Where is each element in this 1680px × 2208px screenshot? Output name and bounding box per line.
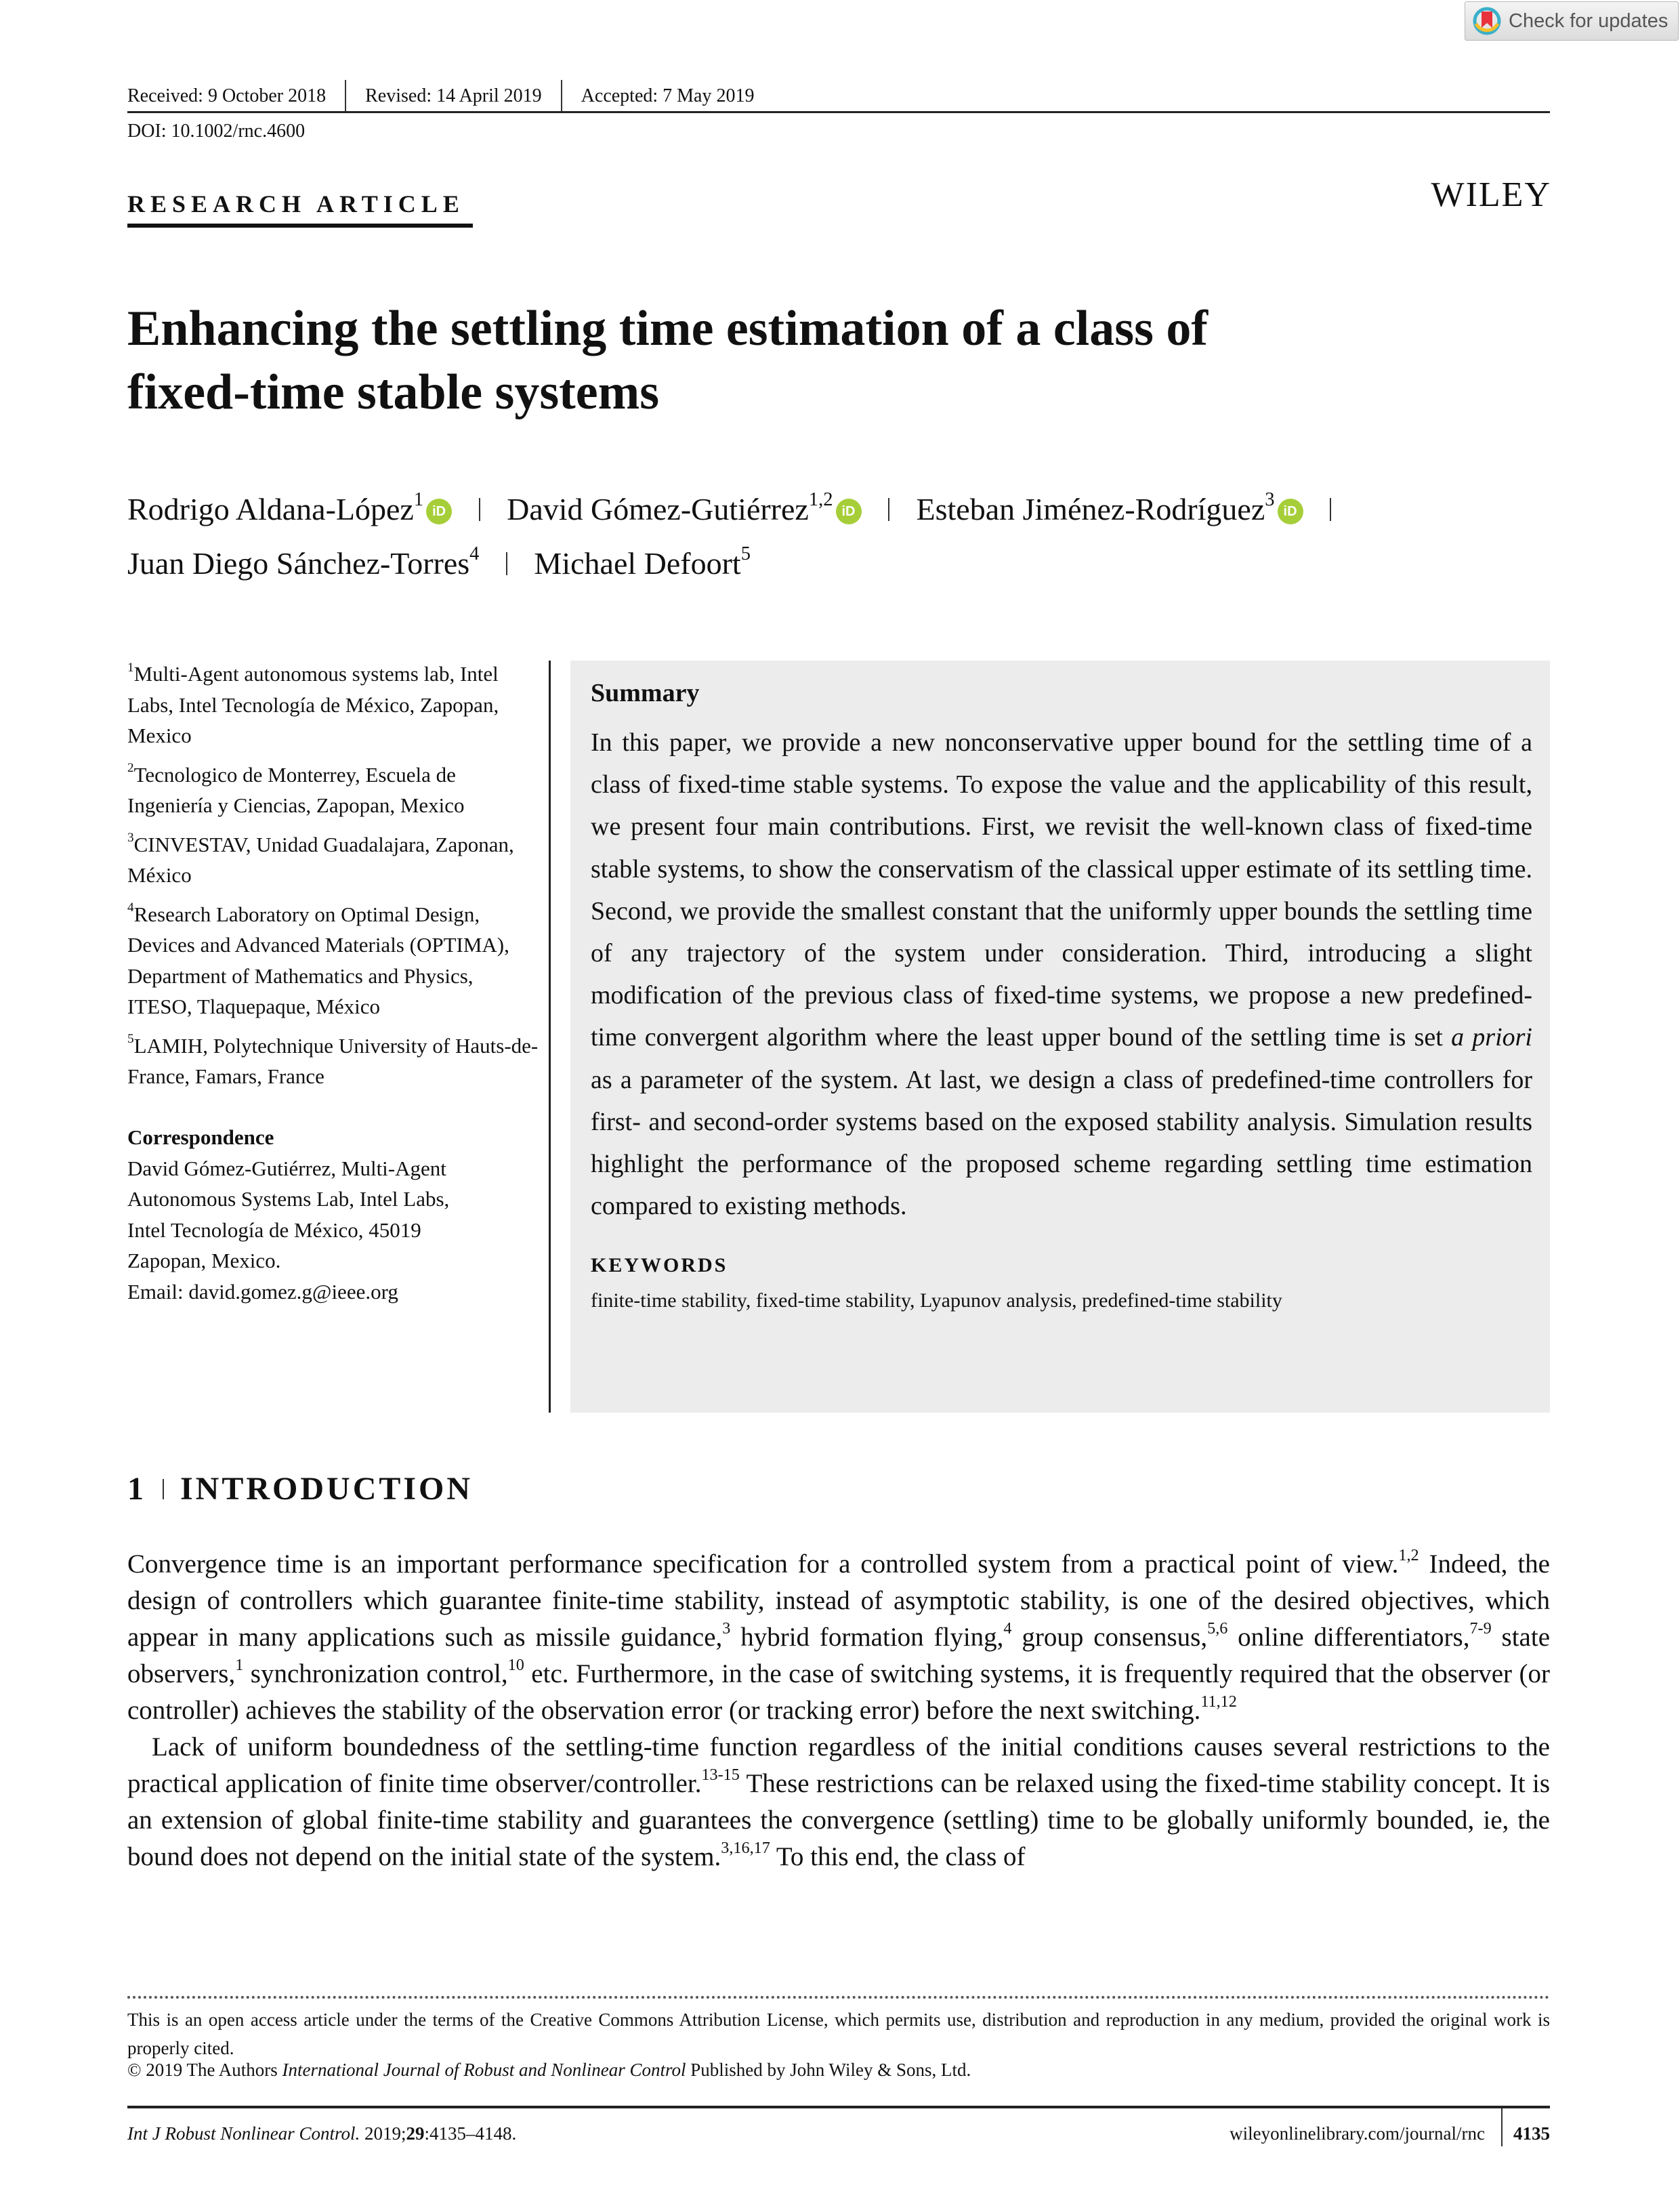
author-affil: 3 — [1265, 489, 1275, 511]
correspondence-heading: Correspondence — [127, 1125, 274, 1149]
footnote-dotted-rule — [127, 1996, 1550, 1999]
affiliation-item: $^5$LAMIH, Polytechnique University of Hauts-de-France, Famars, France — [127, 1032, 539, 1088]
author-separator — [888, 498, 889, 521]
doi[interactable]: DOI: 10.1002/rnc.4600 — [127, 121, 306, 142]
summary-text: In this paper, we provide a new nonconservative upper bound for the settling time of a class of fixed-time stable systems. To expose the value and the applicability of this result, we present four main contributions. First, we revisit the well-known class of fixed-time stable systems, to show the conservatism of the classical upper estimate of its settling time. Second, we provide the smallest constant that the uniformly upper bounds the settling time of any trajectory of the system under consideration. Third, introducing a slight modification of the previous class of fixed-time systems, we propose a new predefined-time convergent algorithm where the least upper bound of the settling time is set a priori as a parameter of the system. At last, we design a class of predefined-time controllers for first- and second-order systems based on the exposed stability analysis. Simulation results highlight the performance of the proposed scheme regarding settling time estimation compared to existing methods. — [591, 728, 1532, 1221]
paragraph: Lack of uniform boundedness of the settling-time function regardless of the initial conditions causes several restrictions to the practical application of finite time observer/controller.$^{13-15}$ These restrictions can be relaxed using the fixed-time stability concept. It is an extension of global finite-time stability and guarantees the convergence (settling) time to be globally uniformly bounded, ie, the bound does not depend on the initial state of the system.$^{3,16,17}$ To this end, the class of — [127, 1732, 1551, 1871]
citation-link[interactable]: 13-15 — [701, 1766, 740, 1785]
citation-link[interactable]: 11,12 — [1200, 1692, 1237, 1711]
affiliation-item: $^1$Multi-Agent autonomous systems lab, Intel Labs, Intel Tecnología de México, Zapopan, Mexico — [127, 660, 499, 747]
crossmark-icon — [1472, 6, 1502, 36]
citation-link[interactable]: 7-9 — [1469, 1619, 1492, 1638]
publisher-logo: WILEY — [1431, 175, 1551, 214]
title-line-1: Enhancing the settling time estimation of a class of — [127, 301, 1209, 356]
citation-link[interactable]: 1 — [235, 1656, 244, 1675]
author-name: Michael Defoort — [534, 546, 741, 581]
footer-separator — [1501, 2108, 1503, 2146]
orcid-icon[interactable]: iD — [1278, 499, 1303, 524]
orcid-icon[interactable]: iD — [426, 499, 452, 524]
paragraph: Convergence time is an important performance specification for a controlled system from a practical point of view.$^{1,2}$ Indeed, the design of controllers which guarantee finite-time stability, instead of asymptotic stability, is one of the desired objectives, which appear in many applications such as missile guidance,$^3$ hybrid formation flying,$^4$ group consensus,$^{5,6}$ online differentiators,$^{7-9}$ state observers,$^1$ synchronization control,$^{10}$ etc. Furthermore, in the case of switching systems, it is frequently required that the observer (or controller) achieves the stability of the observation error (or tracking error) before the next switching.$^{11,12}$ — [127, 1546, 1551, 1725]
author-affil: 1 — [413, 489, 424, 511]
author-name: Juan Diego Sánchez-Torres — [127, 546, 470, 581]
affiliation-item: $^2$Tecnologico de Monterrey, Escuela de Ingeniería y Ciencias, Zapopan, Mexico — [127, 761, 465, 817]
author-separator — [1330, 498, 1331, 521]
citation-link[interactable]: 3 — [722, 1619, 731, 1638]
author-affil: 5 — [740, 543, 751, 565]
accepted-date: Accepted: 7 May 2019 — [561, 80, 774, 111]
affiliations — [127, 659, 541, 1100]
section-number: 1 — [127, 1471, 146, 1507]
author-separator — [506, 552, 507, 575]
correspondence: Correspondence David Gómez-Gutiérrez, Multi-Agent Autonomous Systems Lab, Intel Labs, Intel Tecnología de México, 45019 Zapopan, Mexico. Email: david.gomez.g@ieee.org — [127, 1122, 541, 1307]
column-divider — [549, 661, 551, 1413]
author-separator — [479, 498, 480, 521]
author-name: Rodrigo Aldana-López — [127, 492, 414, 526]
title-line-2: fixed-time stable systems — [127, 364, 660, 420]
article-type-underline — [127, 224, 473, 228]
citation-link[interactable]: 1,2 — [1398, 1546, 1419, 1565]
correspondence-email[interactable]: Email: david.gomez.g@ieee.org — [127, 1279, 398, 1304]
citation-link[interactable]: 10 — [507, 1656, 524, 1675]
check-for-updates-button[interactable] — [1465, 1, 1679, 41]
author-affil: 4 — [469, 543, 480, 565]
author-affil: 1,2 — [808, 489, 833, 511]
section-heading — [127, 1470, 473, 1507]
affiliation-item: $^3$CINVESTAV, Unidad Guadalajara, Zaponan, México — [127, 831, 514, 887]
keywords-heading: KEYWORDS — [591, 1254, 728, 1277]
license-notice: This is an open access article under the terms of the Creative Commons Attribution License, which permits use, distribution and reproduction in any medium, provided the original work is properly cited. — [127, 2009, 1550, 2058]
citation-link[interactable]: 4 — [1003, 1619, 1012, 1638]
journal-url[interactable]: wileyonlinelibrary.com/journal/rnc — [1230, 2123, 1485, 2144]
article-type: RESEARCH ARTICLE — [127, 190, 465, 217]
summary-heading: Summary — [591, 679, 700, 707]
citation: Int J Robust Nonlinear Control. 2019;29:4135–4148. — [127, 2123, 517, 2144]
summary-box — [570, 661, 1550, 1413]
keywords-list: finite-time stability, fixed-time stability, Lyapunov analysis, predefined-time stability — [591, 1289, 1282, 1312]
page-footer — [127, 2108, 1550, 2149]
page-number: 4135 — [1513, 2123, 1550, 2144]
check-for-updates-label: Check for updates — [1509, 9, 1668, 32]
revised-date: Revised: 14 April 2019 — [345, 80, 561, 111]
section-title: INTRODUCTION — [180, 1471, 474, 1507]
copyright: © 2019 The Authors International Journal of Robust and Nonlinear Control Published by John Wiley & Sons, Ltd. — [127, 2060, 971, 2080]
paper-title — [127, 297, 1550, 424]
author-list — [127, 482, 1550, 591]
introduction-body — [127, 1546, 1550, 1875]
citation-link[interactable]: 3,16,17 — [721, 1839, 770, 1858]
received-date: Received: 9 October 2018 — [127, 85, 327, 106]
author-name: David Gómez-Gutiérrez — [507, 492, 809, 526]
author-name: Esteban Jiménez-Rodríguez — [916, 492, 1265, 526]
affiliation-item: $^4$Research Laboratory on Optimal Design, Devices and Advanced Materials (OPTIMA), Department of Mathematics and Physics, ITESO, Tlaquepaque, México — [127, 900, 509, 1018]
section-separator — [163, 1479, 164, 1499]
orcid-icon[interactable]: iD — [836, 499, 862, 524]
citation-link[interactable]: 5,6 — [1207, 1619, 1228, 1638]
article-dates — [127, 80, 1550, 113]
